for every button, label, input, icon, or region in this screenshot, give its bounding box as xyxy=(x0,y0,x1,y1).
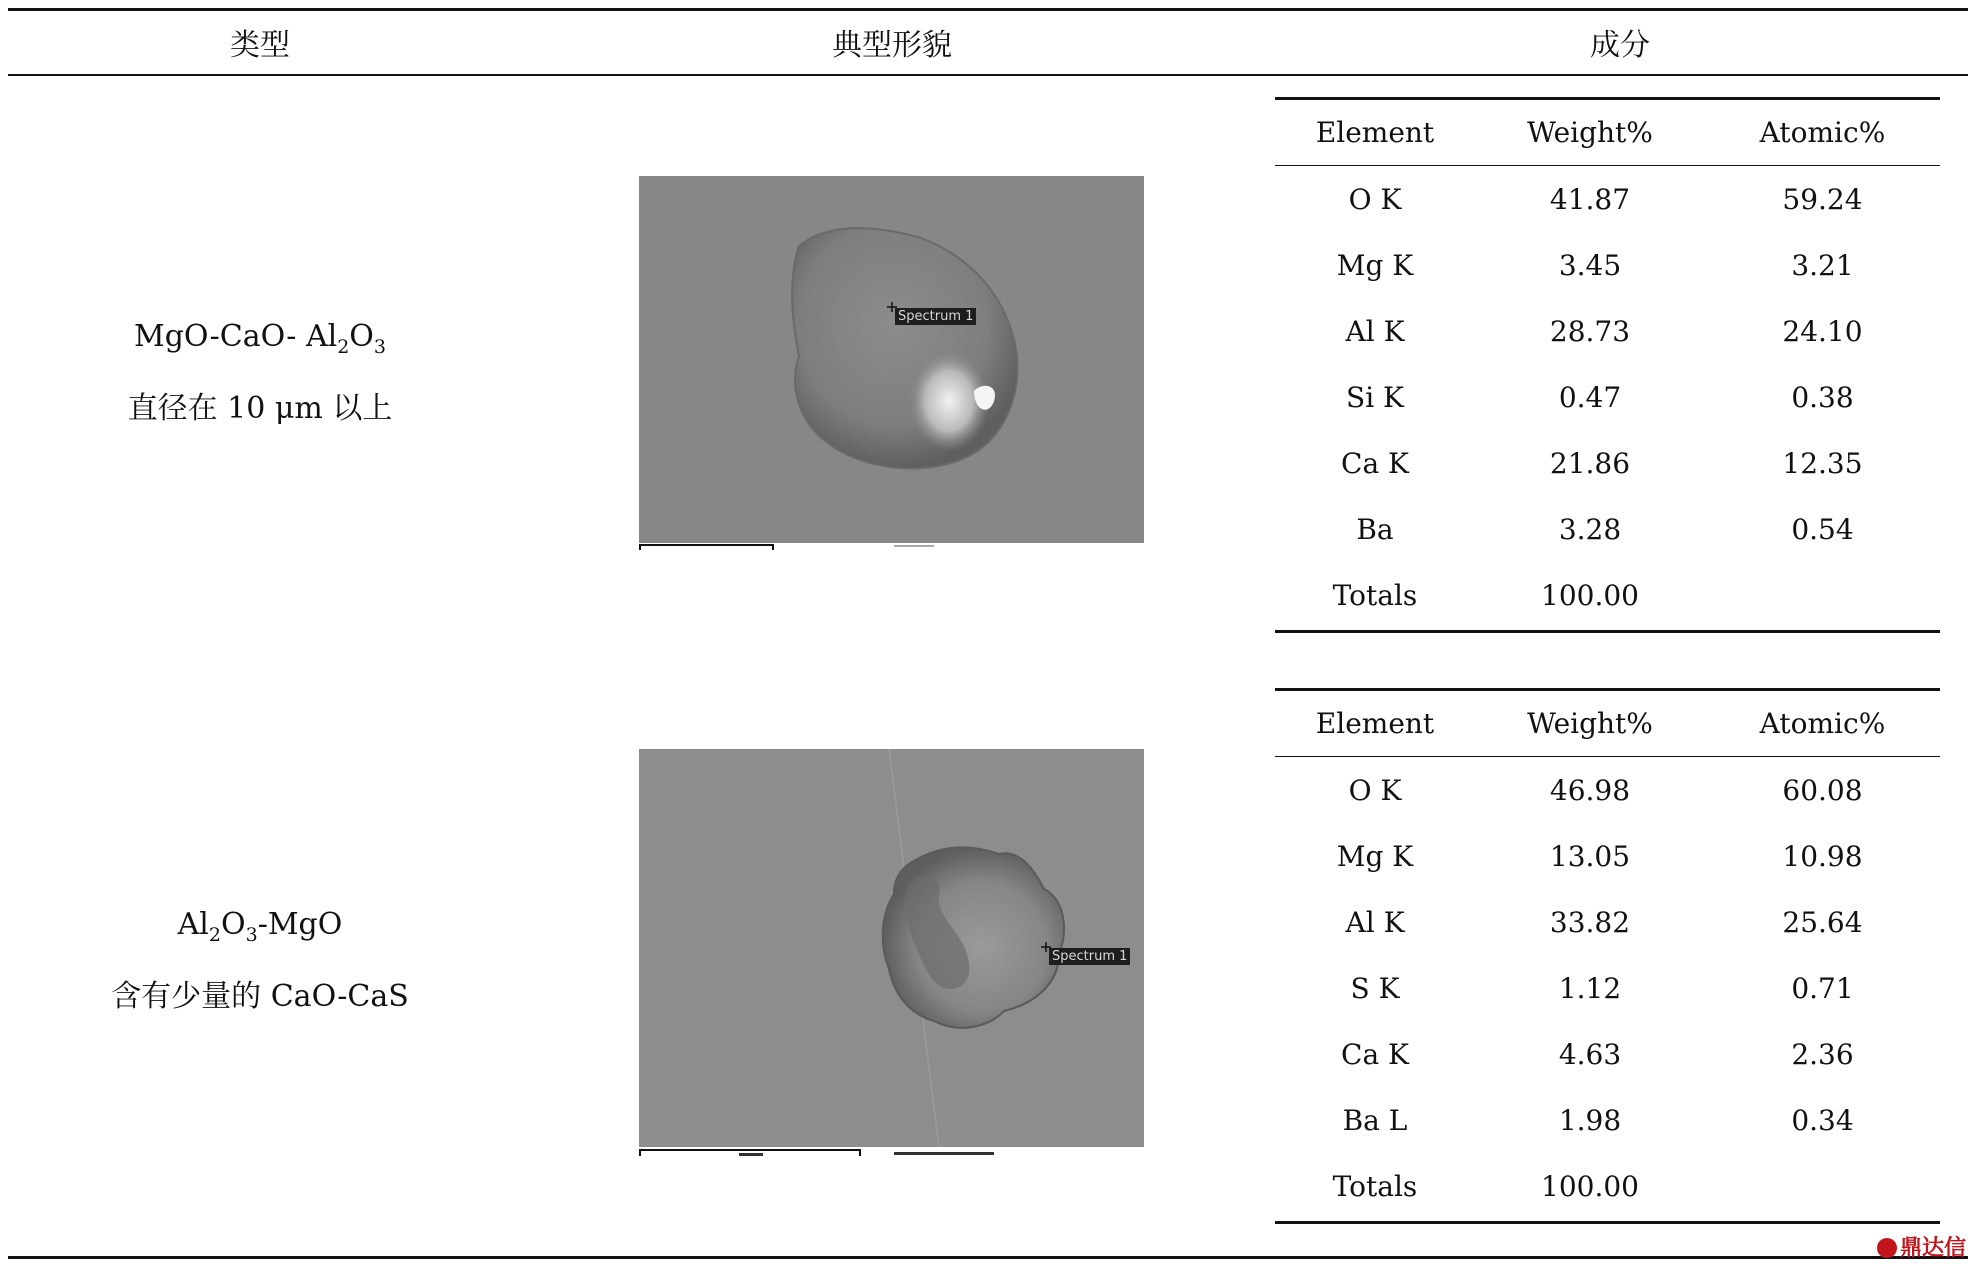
col-header-weight: Weight% xyxy=(1527,116,1653,149)
comp-table-bottom-rule xyxy=(1275,1221,1940,1224)
type-note-2: 含有少量的 CaO-CaS xyxy=(111,979,409,1014)
comp-header-rule xyxy=(1275,165,1940,166)
table-row: Mg K 3.45 3.21 xyxy=(1336,249,1854,282)
col-header-atomic: Atomic% xyxy=(1759,707,1886,740)
spectrum-label-1: Spectrum 1 xyxy=(895,308,976,325)
inclusion-type-1 xyxy=(60,306,460,440)
type-formula-1: MgO-CaO- $Al_2O_3$ xyxy=(133,319,386,358)
spectrum-label-2: Spectrum 1 xyxy=(1049,948,1130,965)
sem-image-1 xyxy=(639,176,1144,556)
table-row: S K 1.12 0.71 xyxy=(1350,972,1854,1005)
type-formula-2: $Al_2O_3$-MgO xyxy=(177,907,343,946)
table-row: Ca K 21.86 12.35 xyxy=(1341,447,1863,480)
header-composition: 成分 xyxy=(1590,28,1650,63)
table-bottom-rule xyxy=(8,1256,1968,1259)
col-header-element: Element xyxy=(1315,707,1435,740)
scale-bar-2 xyxy=(639,1149,1144,1159)
watermark xyxy=(1877,1231,1966,1262)
table-row: Mg K 13.05 10.98 xyxy=(1336,840,1863,873)
sem-micrograph-1 xyxy=(639,176,1144,543)
col-header-element: Element xyxy=(1315,116,1435,149)
comp-header-row xyxy=(1275,691,1940,757)
table-row: Ba 3.28 0.54 xyxy=(1356,513,1854,546)
col-header-atomic: Atomic% xyxy=(1759,116,1886,149)
table-row: Ca K 4.63 2.36 xyxy=(1341,1038,1854,1071)
inclusion-type-2 xyxy=(60,894,460,1028)
scale-bar-1 xyxy=(639,544,1144,554)
table-top-rule xyxy=(8,8,1968,11)
sem-image-2 xyxy=(639,749,1144,1164)
comp-header-rule xyxy=(1275,756,1940,757)
table-row-totals: Totals 100.00 xyxy=(1332,1170,1639,1203)
table-row: O K 46.98 60.08 xyxy=(1348,774,1863,807)
table-row: O K 41.87 59.24 xyxy=(1348,183,1863,216)
watermark-logo-icon xyxy=(1877,1238,1897,1258)
comp-header-row xyxy=(1275,100,1940,166)
header-morphology: 典型形貌 xyxy=(832,28,952,63)
header-rule xyxy=(8,74,1968,76)
table-row: Si K 0.47 0.38 xyxy=(1346,381,1854,414)
col-header-weight: Weight% xyxy=(1527,707,1653,740)
table-row: Al K 33.82 25.64 xyxy=(1345,906,1863,939)
table-row: Al K 28.73 24.10 xyxy=(1345,315,1863,348)
watermark-text: 鼎达信 xyxy=(1899,1236,1966,1261)
type-note-1: 直径在 10 μm 以上 xyxy=(127,391,393,426)
table-row-totals: Totals 100.00 xyxy=(1332,579,1639,612)
table-row: Ba L 1.98 0.34 xyxy=(1342,1104,1854,1137)
header-type: 类型 xyxy=(230,28,290,63)
comp-table-bottom-rule xyxy=(1275,630,1940,633)
